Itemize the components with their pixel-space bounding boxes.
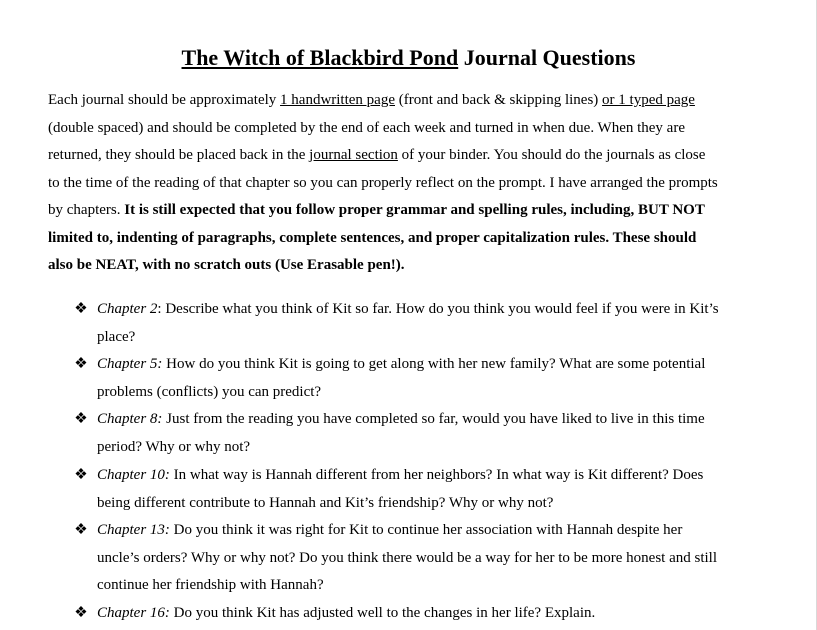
question-line: Do you think it was right for Kit to continue her association with Hannah despite her	[173, 522, 683, 538]
chapter-label: Chapter 13:	[97, 522, 170, 538]
question-line: How do you think Kit is going to get along with her new family? What are some potential	[166, 356, 706, 372]
question-line: period? Why or why not?	[97, 438, 251, 455]
question-line: continue her friendship with Hannah?	[97, 577, 324, 593]
question-line: problems (conflicts) you can predict?	[97, 383, 322, 400]
chapter-label: Chapter 2	[97, 301, 158, 317]
question-text	[97, 406, 787, 461]
intro-line-4: to the time of the reading of that chapter so you can properly reflect on the prompt. I have arranged the prompts	[48, 174, 718, 191]
journal-section-text: journal section	[309, 147, 398, 163]
intro-text: (front and back & skipping lines)	[395, 92, 603, 108]
question-text	[97, 517, 787, 600]
diamond-bullet-icon: ❖	[74, 356, 88, 372]
question-text	[97, 351, 787, 406]
question-text	[97, 600, 787, 628]
intro-paragraph	[48, 87, 788, 280]
question-line: being different contribute to Hannah and Kit’s friendship? Why or why not?	[97, 494, 554, 511]
chapter-label: Chapter 8:	[97, 411, 163, 427]
title-suffix: Journal Questions	[458, 45, 636, 70]
question-line: uncle’s orders? Why or why not? Do you think there would be a way for her to be more honest and still	[97, 549, 717, 566]
diamond-bullet-icon: ❖	[74, 301, 88, 317]
question-line: Describe what you think of Kit so far. How do you think you would feel if you were in Kit’s	[165, 301, 719, 317]
diamond-bullet-icon: ❖	[74, 522, 88, 538]
diamond-bullet-icon: ❖	[74, 605, 88, 621]
intro-line-1	[48, 87, 788, 115]
question-line: place?	[97, 328, 136, 345]
question-line: Just from the reading you have completed so far, would you have liked to live in this time	[166, 411, 705, 427]
chapter-label: Chapter 10:	[97, 467, 170, 483]
diamond-bullet-icon: ❖	[74, 411, 88, 427]
bold-rules-text: It is still expected that you follow proper grammar and spelling rules, including, BUT NOT	[124, 202, 705, 218]
intro-line-7: also be NEAT, with no scratch outs (Use Erasable pen!).	[48, 257, 405, 273]
question-line: Do you think Kit has adjusted well to the changes in her life? Explain.	[173, 605, 596, 621]
question-text	[97, 462, 787, 517]
question-line: In what way is Hannah different from her neighbors? In what way is Kit different? Does	[173, 467, 704, 483]
handwritten-page-text: 1 handwritten page	[280, 92, 395, 108]
chapter-label: Chapter 16:	[97, 605, 170, 621]
intro-line-6: limited to, indenting of paragraphs, complete sentences, and proper capitalization rules. These should	[48, 229, 697, 246]
page-title	[0, 44, 817, 72]
question-text: Chapter 2: Describe what you think of Kit so far. How do you think you would feel if you were in Kit’s place?	[97, 296, 787, 351]
diamond-bullet-icon: ❖	[74, 467, 88, 483]
typed-page-text: or 1 typed page	[602, 92, 695, 108]
intro-text: Each journal should be approximately	[48, 92, 281, 108]
intro-line-3	[48, 142, 788, 170]
intro-line-2: (double spaced) and should be completed by the end of each week and turned in when due. When they are	[48, 119, 685, 136]
intro-text: returned, they should be placed back in the	[48, 147, 310, 163]
intro-line-5	[48, 197, 788, 225]
title-book-name: The Witch of Blackbird Pond	[181, 45, 459, 70]
intro-text: by chapters.	[48, 202, 125, 218]
chapter-label: Chapter 5:	[97, 356, 163, 372]
intro-text: of your binder. You should do the journals as close	[397, 147, 706, 163]
